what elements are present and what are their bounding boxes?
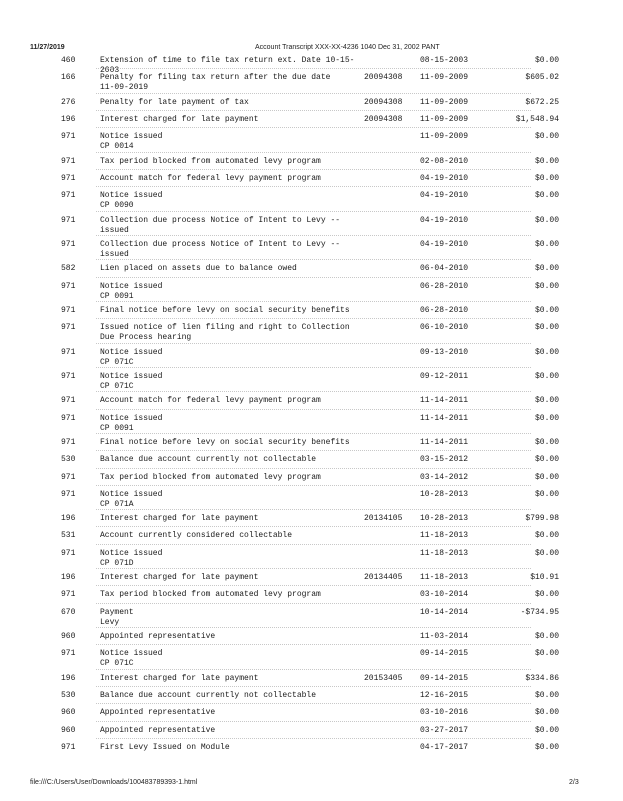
transaction-date: 11-14-2011	[420, 438, 469, 447]
transaction-code: 196	[61, 673, 76, 683]
transaction-code: 971	[61, 489, 76, 499]
description-text: Penalty for filing tax return after the due date	[100, 73, 331, 83]
description-text: Final notice before levy on social security benefits	[100, 305, 350, 315]
cycle-number: 20094308	[364, 97, 403, 107]
transaction-code: 971	[61, 239, 76, 249]
transaction-code: 971	[61, 347, 76, 357]
transaction-date: 11-09-2009	[420, 73, 469, 83]
description-text: Interest charged for late payment	[100, 114, 259, 124]
description-text: Balance due account currently not collectable	[100, 690, 317, 700]
description-text: Notice issued	[100, 413, 163, 423]
description-detail: CP 0091	[100, 423, 134, 433]
transaction-description	[100, 608, 362, 628]
transaction-date: 04-19-2010	[420, 173, 469, 183]
cycle-number: 20094308	[364, 73, 403, 83]
transaction-description	[100, 743, 362, 753]
description-text: Tax period blocked from automated levy program	[100, 156, 321, 166]
transaction-code: 971	[61, 548, 76, 558]
description-text: Notice issued	[100, 281, 163, 291]
transaction-amount: $0.00	[534, 132, 559, 142]
transaction-code: 971	[61, 173, 76, 183]
transaction-amount: $0.00	[534, 56, 559, 65]
transaction-date: 06-10-2010	[420, 323, 469, 333]
transaction-date: 11-09-2009	[420, 97, 469, 107]
transaction-date: 06-04-2010	[420, 264, 469, 274]
transaction-date: 08-15-2003	[420, 56, 469, 65]
transaction-code: 971	[61, 396, 76, 406]
description-text: Interest charged for late payment	[100, 514, 259, 524]
transaction-code: 971	[61, 323, 76, 333]
transaction-amount: $0.00	[534, 649, 559, 659]
transaction-date: 04-19-2010	[420, 215, 469, 225]
transaction-amount: $0.00	[534, 239, 559, 249]
cycle-number: 20134405	[364, 573, 403, 583]
transaction-description	[100, 649, 362, 669]
description-detail: CP 071C	[100, 659, 134, 669]
transaction-amount: $0.00	[534, 438, 559, 447]
description-detail: CP 071D	[100, 558, 134, 568]
transaction-amount: $0.00	[534, 742, 559, 752]
transaction-amount: $0.00	[534, 191, 559, 201]
transaction-amount: $0.00	[534, 632, 559, 641]
transaction-amount: $0.00	[534, 455, 559, 465]
description-text: Interest charged for late payment	[100, 573, 259, 583]
transaction-code: 971	[61, 215, 76, 225]
description-detail: Levy	[100, 617, 120, 627]
description-text: Issued notice of lien filing and right to Collection	[100, 323, 350, 333]
transaction-code: 971	[61, 590, 76, 600]
transaction-description	[100, 531, 362, 541]
description-detail: CP 0014	[100, 142, 134, 152]
description-text: Balance due account currently not collectable	[100, 455, 317, 465]
transaction-code: 670	[61, 607, 76, 617]
transaction-description	[100, 549, 362, 569]
transaction-date: 03-10-2016	[420, 708, 469, 718]
transaction-amount: $0.00	[534, 281, 559, 291]
description-text: Notice issued	[100, 347, 163, 357]
transaction-amount: $0.00	[534, 305, 559, 315]
transaction-amount: $0.00	[534, 725, 559, 735]
transaction-date: 03-15-2012	[420, 455, 469, 465]
description-detail: CP 071A	[100, 499, 134, 509]
transaction-code: 196	[61, 573, 76, 583]
description-detail: Due Process hearing	[100, 333, 192, 343]
cycle-number: 20094308	[364, 114, 403, 124]
transaction-amount: $10.91	[530, 573, 559, 583]
transaction-code: 971	[61, 371, 76, 381]
transaction-amount: $0.00	[534, 548, 559, 558]
description-text: Payment	[100, 607, 134, 617]
description-detail: CP 071C	[100, 381, 134, 391]
transaction-description	[100, 240, 362, 260]
transaction-date: 11-09-2009	[420, 114, 469, 124]
transaction-code: 971	[61, 472, 76, 482]
transaction-code: 960	[61, 632, 76, 641]
transaction-amount: $0.00	[534, 215, 559, 225]
transaction-description	[100, 455, 362, 465]
transaction-amount: $605.02	[525, 73, 559, 83]
transaction-date: 11-03-2014	[420, 632, 469, 641]
description-text: Tax period blocked from automated levy program	[100, 472, 321, 482]
description-text: Appointed representative	[100, 632, 216, 641]
transaction-description	[100, 674, 362, 684]
description-detail: CP 071C	[100, 357, 134, 367]
transcript-title: Account Transcript XXX-XX-4236 1040 Dec 31, 2002 PANT	[255, 44, 440, 51]
transaction-description	[100, 396, 362, 406]
transaction-code: 971	[61, 191, 76, 201]
transaction-code: 971	[61, 413, 76, 423]
transaction-code: 971	[61, 156, 76, 166]
transaction-amount: $0.00	[534, 690, 559, 700]
description-detail: CP 0091	[100, 291, 134, 301]
transaction-description	[100, 264, 362, 274]
transaction-description	[100, 372, 362, 392]
transaction-description	[100, 157, 362, 167]
transaction-amount: $334.86	[525, 673, 559, 683]
transaction-description	[100, 438, 362, 448]
transaction-date: 03-14-2012	[420, 472, 469, 482]
transaction-code: 971	[61, 281, 76, 291]
transaction-description	[100, 174, 362, 184]
page-number: 2/3	[569, 779, 579, 786]
transaction-amount: $0.00	[534, 531, 559, 541]
description-text: Notice issued	[100, 649, 163, 659]
transaction-amount: $0.00	[534, 413, 559, 423]
transaction-description	[100, 115, 362, 125]
transaction-date: 11-09-2009	[420, 132, 469, 142]
transaction-amount: $1,548.94	[515, 114, 559, 124]
transaction-code: 960	[61, 725, 76, 735]
description-text: Notice issued	[100, 132, 163, 142]
transaction-description	[100, 514, 362, 524]
file-path: file:///C:/Users/User/Downloads/100483789393-1.html	[30, 779, 198, 786]
transaction-amount: $0.00	[534, 472, 559, 482]
transaction-amount: $0.00	[534, 590, 559, 600]
description-text: Appointed representative	[100, 725, 216, 735]
print-date: 11/27/2019	[30, 44, 65, 51]
description-detail: 11-09-2019	[100, 83, 149, 93]
transaction-date: 04-17-2017	[420, 742, 469, 752]
transaction-amount: $0.00	[534, 323, 559, 333]
transaction-amount: -$734.95	[520, 607, 559, 617]
description-text: Notice issued	[100, 548, 163, 558]
description-detail: issued	[100, 249, 129, 259]
transaction-description	[100, 98, 362, 108]
transaction-date: 11-18-2013	[420, 573, 469, 583]
cycle-number: 20134105	[364, 514, 403, 524]
transaction-date: 04-19-2010	[420, 239, 469, 249]
description-text: Extension of time to file tax return ext. Date 10-15-2003	[100, 56, 355, 75]
description-text: Collection due process Notice of Intent to Levy --	[100, 215, 341, 225]
transaction-description	[100, 282, 362, 302]
transaction-code: 530	[61, 690, 76, 700]
transaction-amount: $0.00	[534, 396, 559, 406]
description-text: Notice issued	[100, 191, 163, 201]
transaction-date: 06-28-2010	[420, 305, 469, 315]
transaction-date: 09-14-2015	[420, 649, 469, 659]
transaction-date: 12-16-2015	[420, 690, 469, 700]
transaction-date: 10-14-2014	[420, 607, 469, 617]
description-text: Account match for federal levy payment program	[100, 173, 321, 183]
description-text: Penalty for late payment of tax	[100, 97, 249, 107]
transaction-description	[100, 726, 362, 736]
transaction-date: 09-12-2011	[420, 371, 469, 381]
description-text: Tax period blocked from automated levy program	[100, 590, 321, 600]
transaction-date: 09-14-2015	[420, 673, 469, 683]
transaction-description	[100, 708, 362, 718]
transaction-code: 971	[61, 649, 76, 659]
description-text: Notice issued	[100, 489, 163, 499]
transaction-date: 06-28-2010	[420, 281, 469, 291]
transaction-date: 03-10-2014	[420, 590, 469, 600]
transaction-date: 11-14-2011	[420, 413, 469, 423]
transaction-date: 03-27-2017	[420, 725, 469, 735]
description-text: Appointed representative	[100, 708, 216, 718]
transaction-date: 02-08-2010	[420, 156, 469, 166]
transaction-description	[100, 573, 362, 583]
transaction-code: 530	[61, 455, 76, 465]
transaction-code: 582	[61, 264, 76, 274]
transaction-description	[100, 132, 362, 152]
transaction-date: 11-14-2011	[420, 396, 469, 406]
transaction-description	[100, 306, 362, 316]
transaction-description	[100, 348, 362, 368]
transaction-description	[100, 191, 362, 211]
description-text: Account currently considered collectable	[100, 531, 293, 541]
description-text: Notice issued	[100, 371, 163, 381]
transaction-amount: $0.00	[534, 264, 559, 274]
transaction-code: 166	[61, 73, 76, 83]
transaction-description	[100, 414, 362, 434]
transaction-code: 971	[61, 132, 76, 142]
transaction-description	[100, 632, 362, 642]
description-text: Final notice before levy on social security benefits	[100, 438, 350, 447]
transaction-amount: $672.25	[525, 97, 559, 107]
transaction-description	[100, 323, 362, 343]
transaction-date: 10-28-2013	[420, 514, 469, 524]
description-text: Lien placed on assets due to balance owed	[100, 264, 297, 274]
transaction-amount: $799.98	[525, 514, 559, 524]
transaction-date: 09-13-2010	[420, 347, 469, 357]
description-text: Account match for federal levy payment program	[100, 396, 321, 406]
transaction-amount: $0.00	[534, 371, 559, 381]
transaction-date: 11-18-2013	[420, 548, 469, 558]
transaction-date: 10-28-2013	[420, 489, 469, 499]
transaction-description	[100, 691, 362, 701]
description-detail: issued	[100, 225, 129, 235]
page-footer	[0, 779, 623, 791]
transaction-description	[100, 73, 362, 93]
description-text: Interest charged for late payment	[100, 673, 259, 683]
transaction-description	[100, 590, 362, 600]
cycle-number: 20153405	[364, 673, 403, 683]
description-text: First Levy Issued on Module	[100, 742, 230, 752]
description-text: Collection due process Notice of Intent to Levy --	[100, 239, 341, 249]
description-detail: CP 0090	[100, 201, 134, 211]
transaction-code: 276	[61, 97, 76, 107]
transaction-code: 196	[61, 114, 76, 124]
transaction-date: 04-19-2010	[420, 191, 469, 201]
transaction-amount: $0.00	[534, 173, 559, 183]
transaction-description	[100, 490, 362, 510]
transaction-code: 971	[61, 438, 76, 447]
transaction-code: 971	[61, 305, 76, 315]
transaction-code: 460	[61, 56, 76, 65]
transaction-amount: $0.00	[534, 156, 559, 166]
transaction-amount: $0.00	[534, 489, 559, 499]
transaction-amount: $0.00	[534, 708, 559, 718]
transaction-amount: $0.00	[534, 347, 559, 357]
transaction-description	[100, 473, 362, 483]
transaction-description	[100, 216, 362, 236]
transaction-code: 960	[61, 708, 76, 718]
transaction-code: 531	[61, 531, 76, 541]
transaction-code: 971	[61, 742, 76, 752]
transaction-date: 11-18-2013	[420, 531, 469, 541]
transaction-code: 196	[61, 514, 76, 524]
